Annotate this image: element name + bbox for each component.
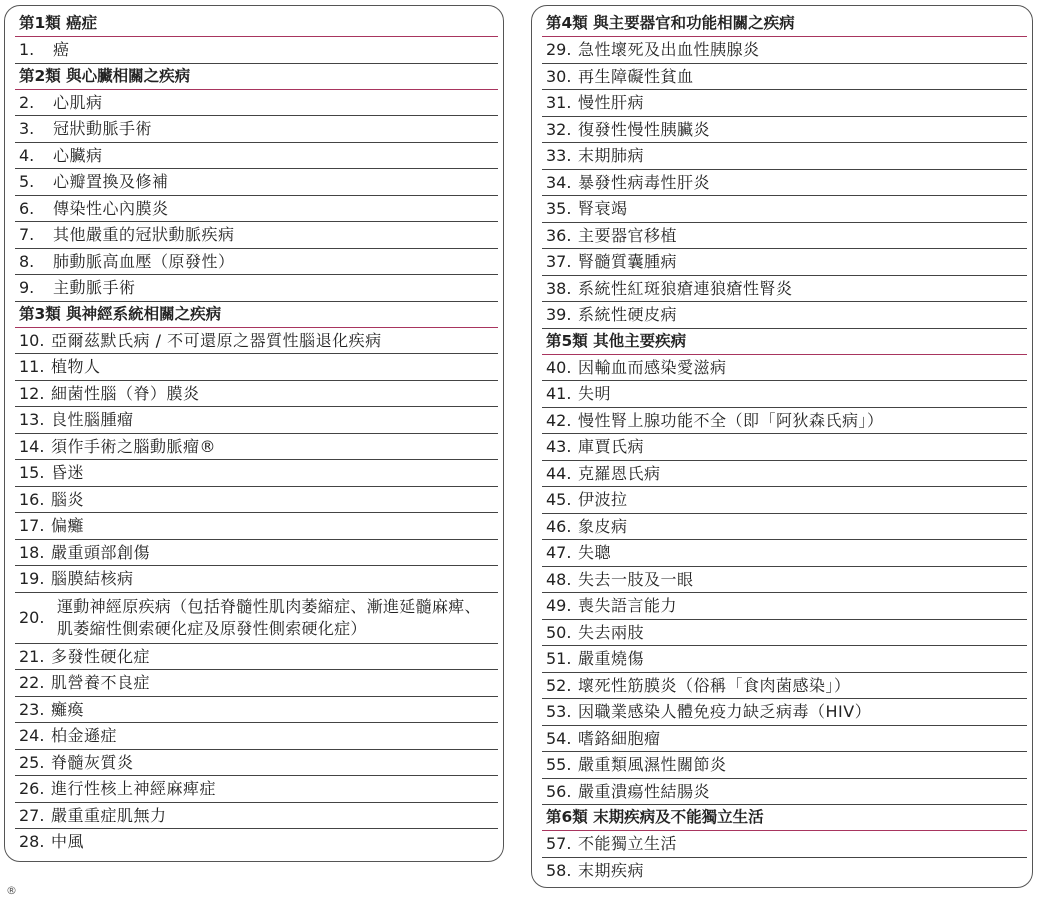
illness-row [542, 726, 1027, 753]
illness-row [15, 697, 498, 724]
illness-row [542, 752, 1027, 779]
illness-row [15, 275, 498, 302]
illness-name: 失明 [578, 384, 612, 403]
illness-number: 43. [546, 437, 572, 456]
illness-number: 54. [546, 728, 572, 748]
illness-name: 肺動脈高血壓（原發性） [53, 251, 235, 271]
illness-number: 49. [546, 596, 572, 615]
illness-number: 25. [19, 752, 45, 772]
illness-number: 12. [19, 383, 45, 403]
category-header: 第4類 與主要器官和功能相關之疾病 [542, 11, 1027, 37]
illness-number: 28. [19, 832, 45, 851]
illness-number: 32. [546, 119, 572, 139]
illness-name: 細菌性腦（脊）膜炎 [51, 383, 200, 403]
illness-number: 40. [546, 357, 572, 377]
illness-name: 心臟病 [53, 145, 103, 165]
illness-row [15, 723, 498, 750]
illness-name: 昏迷 [51, 463, 85, 482]
illness-name: 腎衰竭 [578, 199, 628, 218]
illness-row [15, 196, 498, 223]
category-header: 第2類 與心臟相關之疾病 [15, 64, 498, 90]
category-header: 第1類 癌症 [15, 11, 498, 37]
illness-number: 55. [546, 755, 572, 774]
illness-name: 失去兩肢 [578, 622, 645, 642]
illness-number: 35. [546, 199, 572, 218]
illness-row [542, 779, 1027, 806]
illness-number: 53. [546, 702, 572, 721]
illness-number: 31. [546, 93, 572, 112]
illness-row [542, 408, 1027, 435]
illness-number: 29. [546, 40, 572, 59]
illness-name: 植物人 [51, 357, 101, 376]
illness-row [542, 302, 1027, 329]
illness-row [15, 487, 498, 514]
illness-number: 2. [19, 92, 35, 112]
illness-number: 1. [19, 40, 35, 59]
illness-name: 因職業感染人體免疫力缺乏病毒（HIV） [578, 702, 872, 721]
illness-name: 冠狀動脈手術 [53, 119, 153, 138]
illness-number: 19. [19, 569, 45, 588]
illness-row [15, 90, 498, 117]
illness-number: 33. [546, 146, 572, 165]
illness-row [15, 328, 498, 355]
illness-name: 再生障礙性貧血 [578, 66, 694, 86]
illness-number: 11. [19, 357, 45, 376]
left-illness-table [4, 5, 504, 862]
illness-name: 中風 [51, 832, 85, 851]
illness-row [542, 90, 1027, 117]
illness-name: 心瓣置換及修補 [53, 172, 169, 191]
illness-name: 末期肺病 [578, 146, 645, 165]
illness-row [15, 37, 498, 64]
illness-name: 嚴重潰瘍性結腸炎 [578, 781, 711, 801]
category-header: 第3類 與神經系統相關之疾病 [15, 302, 498, 328]
illness-number: 24. [19, 726, 45, 745]
illness-number: 45. [546, 490, 572, 509]
illness-name: 復發性慢性胰臟炎 [578, 119, 711, 139]
illness-name: 失去一肢及一眼 [578, 569, 694, 589]
illness-number: 7. [19, 225, 35, 244]
illness-name: 肌營養不良症 [51, 673, 151, 692]
illness-row [15, 169, 498, 196]
illness-number: 8. [19, 251, 35, 271]
illness-name: 慢性腎上腺功能不全（即「阿狄森氏病」） [578, 410, 884, 430]
illness-name: 壞死性筋膜炎（俗稱「食肉菌感染」） [578, 675, 851, 695]
illness-row [542, 434, 1027, 461]
illness-name: 急性壞死及出血性胰腺炎 [578, 40, 760, 59]
illness-row [15, 670, 498, 697]
illness-row [15, 143, 498, 170]
illness-row [542, 37, 1027, 64]
illness-row [15, 593, 498, 644]
illness-name: 喪失語言能力 [578, 596, 678, 615]
left-table-body [15, 11, 498, 855]
illness-number: 38. [546, 278, 572, 298]
illness-row [15, 381, 498, 408]
category-header: 第5類 其他主要疾病 [542, 329, 1027, 355]
illness-name: 嚴重頭部創傷 [51, 542, 151, 562]
illness-name: 運動神經原疾病（包括脊髓性肌肉萎縮症、漸進延髓麻痺、肌萎縮性側索硬化症及原發性側索硬化症） [57, 596, 481, 638]
illness-row [542, 355, 1027, 382]
illness-row [542, 699, 1027, 726]
illness-name: 伊波拉 [578, 490, 628, 509]
illness-row [542, 487, 1027, 514]
illness-name: 心肌病 [53, 92, 103, 112]
illness-number: 30. [546, 66, 572, 86]
illness-number: 23. [19, 699, 45, 719]
illness-row [542, 673, 1027, 700]
illness-row [542, 831, 1027, 858]
illness-name: 脊髓灰質炎 [51, 752, 134, 772]
illness-name: 傳染性心內膜炎 [53, 198, 169, 218]
illness-row [542, 593, 1027, 620]
illness-name: 嚴重燒傷 [578, 649, 645, 668]
illness-row [15, 829, 498, 855]
illness-number: 15. [19, 463, 45, 482]
illness-number: 41. [546, 384, 572, 403]
illness-name: 其他嚴重的冠狀動脈疾病 [53, 225, 235, 244]
illness-row [542, 276, 1027, 303]
illness-row [542, 461, 1027, 488]
illness-number: 34. [546, 172, 572, 192]
illness-name: 暴發性病毒性肝炎 [578, 172, 711, 192]
illness-number: 10. [19, 330, 45, 350]
illness-row [542, 143, 1027, 170]
illness-row [15, 776, 498, 803]
illness-number: 56. [546, 781, 572, 801]
illness-row [542, 858, 1027, 884]
illness-row [542, 196, 1027, 223]
illness-name: 因輸血而感染愛滋病 [578, 357, 727, 377]
illness-name: 嚴重類風濕性關節炎 [578, 755, 727, 774]
illness-number: 4. [19, 145, 35, 165]
illness-row [542, 223, 1027, 250]
illness-name: 癱瘓 [51, 699, 85, 719]
illness-name: 腎髓質囊腫病 [578, 252, 678, 271]
illness-row [15, 540, 498, 567]
illness-number: 18. [19, 542, 45, 562]
illness-name: 亞爾茲默氏病 / 不可還原之器質性腦退化疾病 [51, 330, 382, 350]
illness-row [542, 249, 1027, 276]
illness-name: 癌 [53, 40, 70, 59]
illness-name: 主動脈手術 [53, 278, 136, 297]
illness-number: 13. [19, 410, 45, 429]
illness-name: 失聰 [578, 543, 612, 562]
illness-row [15, 566, 498, 593]
illness-row [15, 644, 498, 671]
illness-name: 庫賈氏病 [578, 437, 645, 456]
illness-number: 46. [546, 516, 572, 536]
illness-number: 36. [546, 225, 572, 245]
right-table-body [542, 11, 1027, 883]
illness-name: 克羅恩氏病 [578, 463, 661, 483]
illness-name: 腦膜結核病 [51, 569, 134, 588]
illness-row [15, 434, 498, 461]
illness-row [15, 222, 498, 249]
illness-number: 50. [546, 622, 572, 642]
category-header: 第6類 末期疾病及不能獨立生活 [542, 805, 1027, 831]
illness-row [15, 354, 498, 381]
illness-number: 57. [546, 834, 572, 853]
illness-number: 14. [19, 436, 45, 456]
illness-number: 58. [546, 860, 572, 880]
illness-row [15, 116, 498, 143]
illness-number: 51. [546, 649, 572, 668]
illness-name: 象皮病 [578, 516, 628, 536]
illness-name: 嚴重重症肌無力 [51, 805, 167, 825]
illness-row [15, 407, 498, 434]
illness-name: 進行性核上神經麻痺症 [51, 779, 217, 798]
illness-name: 偏癱 [51, 516, 85, 535]
illness-name: 系統性硬皮病 [578, 305, 678, 324]
illness-number: 42. [546, 410, 572, 430]
illness-number: 37. [546, 252, 572, 271]
illness-name: 柏金遜症 [51, 726, 118, 745]
illness-name: 多發性硬化症 [51, 646, 151, 666]
illness-number: 16. [19, 489, 45, 509]
illness-number: 27. [19, 805, 45, 825]
illness-name: 慢性肝病 [578, 93, 645, 112]
illness-name: 末期疾病 [578, 860, 645, 880]
illness-row [542, 381, 1027, 408]
illness-name: 系統性紅斑狼瘡連狼瘡性腎炎 [578, 278, 793, 298]
illness-number: 52. [546, 675, 572, 695]
illness-number: 20. [19, 607, 45, 627]
illness-number: 21. [19, 646, 45, 666]
right-illness-table [531, 5, 1033, 888]
illness-row [542, 64, 1027, 91]
illness-number: 6. [19, 198, 35, 218]
footnote: ® [6, 884, 18, 897]
illness-number: 3. [19, 119, 35, 138]
illness-number: 47. [546, 543, 572, 562]
illness-name: 腦炎 [51, 489, 85, 509]
illness-row [542, 540, 1027, 567]
illness-number: 5. [19, 172, 35, 191]
illness-number: 9. [19, 278, 35, 297]
illness-row [542, 620, 1027, 647]
illness-row [15, 249, 498, 276]
illness-row [542, 170, 1027, 197]
illness-row [15, 750, 498, 777]
illness-name: 須作手術之腦動脈瘤® [51, 436, 217, 456]
illness-name: 不能獨立生活 [578, 834, 678, 853]
illness-row [15, 460, 498, 487]
illness-row [15, 513, 498, 540]
illness-number: 26. [19, 779, 45, 798]
illness-number: 17. [19, 516, 45, 535]
illness-name: 嗜鉻細胞瘤 [578, 728, 661, 748]
illness-row [542, 514, 1027, 541]
illness-row [542, 117, 1027, 144]
illness-number: 22. [19, 673, 45, 692]
illness-row [542, 646, 1027, 673]
illness-name: 良性腦腫瘤 [51, 410, 134, 429]
illness-name: 主要器官移植 [578, 225, 678, 245]
illness-number: 44. [546, 463, 572, 483]
illness-number: 39. [546, 305, 572, 324]
illness-row [15, 803, 498, 830]
illness-row [542, 567, 1027, 594]
illness-number: 48. [546, 569, 572, 589]
